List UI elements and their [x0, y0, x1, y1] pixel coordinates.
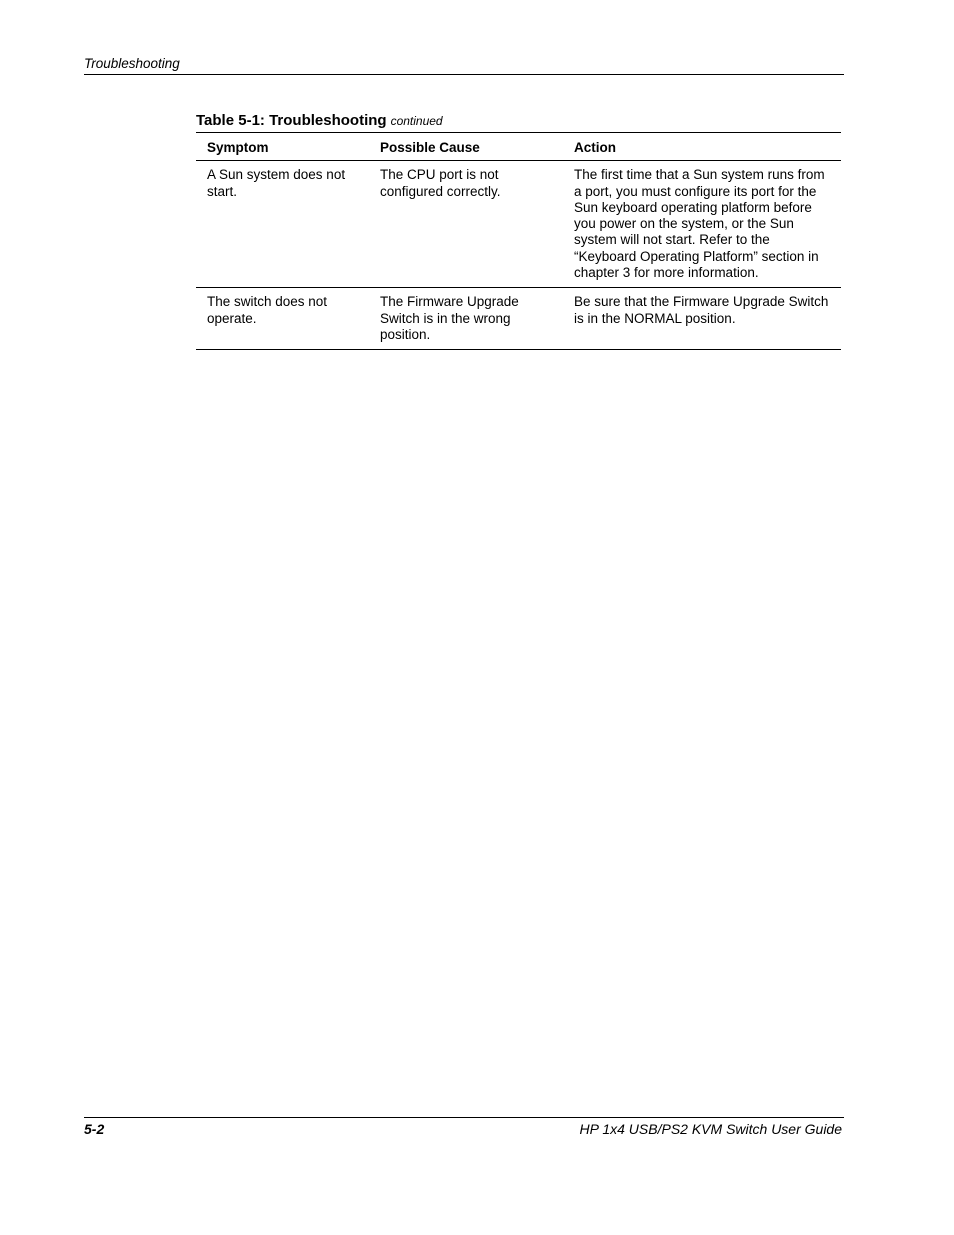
action-cell: Be sure that the Firmware Upgrade Switch is in the NORMAL position.: [563, 288, 841, 350]
guide-title: HP 1x4 USB/PS2 KVM Switch User Guide: [579, 1121, 842, 1137]
possible-cause-cell: The CPU port is not configured correctly.: [380, 167, 501, 199]
symptom-cell: A Sun system does not start.: [207, 167, 346, 199]
column-header-possible-cause: Possible Cause: [369, 133, 563, 161]
table-header-row: [196, 133, 841, 161]
table-row: [196, 161, 841, 288]
troubleshooting-table: [196, 132, 841, 350]
table-row: [196, 288, 841, 350]
table-caption-continued: continued: [390, 114, 443, 128]
possible-cause-cell: The Firmware Upgrade Switch is in the wrong position.: [369, 288, 563, 350]
header-rule: [84, 74, 844, 75]
column-header-symptom: Symptom: [196, 133, 369, 161]
running-header: Troubleshooting: [84, 56, 180, 71]
table-caption: [196, 112, 443, 129]
column-header-action: Action: [563, 133, 841, 161]
page-number: 5-2: [84, 1121, 105, 1137]
action-cell: The first time that a Sun system runs from a port, you must configure its port for the Sun keyboard operating platform before you power on the system, or the Sun system will not start. Refer to the “Keyboard Operating Platform” section in chapter 3 for more information.: [574, 167, 825, 281]
footer-rule: [84, 1117, 844, 1118]
symptom-cell: The switch does not operate.: [196, 288, 369, 350]
table-caption-title: Table 5-1: Troubleshooting: [196, 112, 387, 129]
